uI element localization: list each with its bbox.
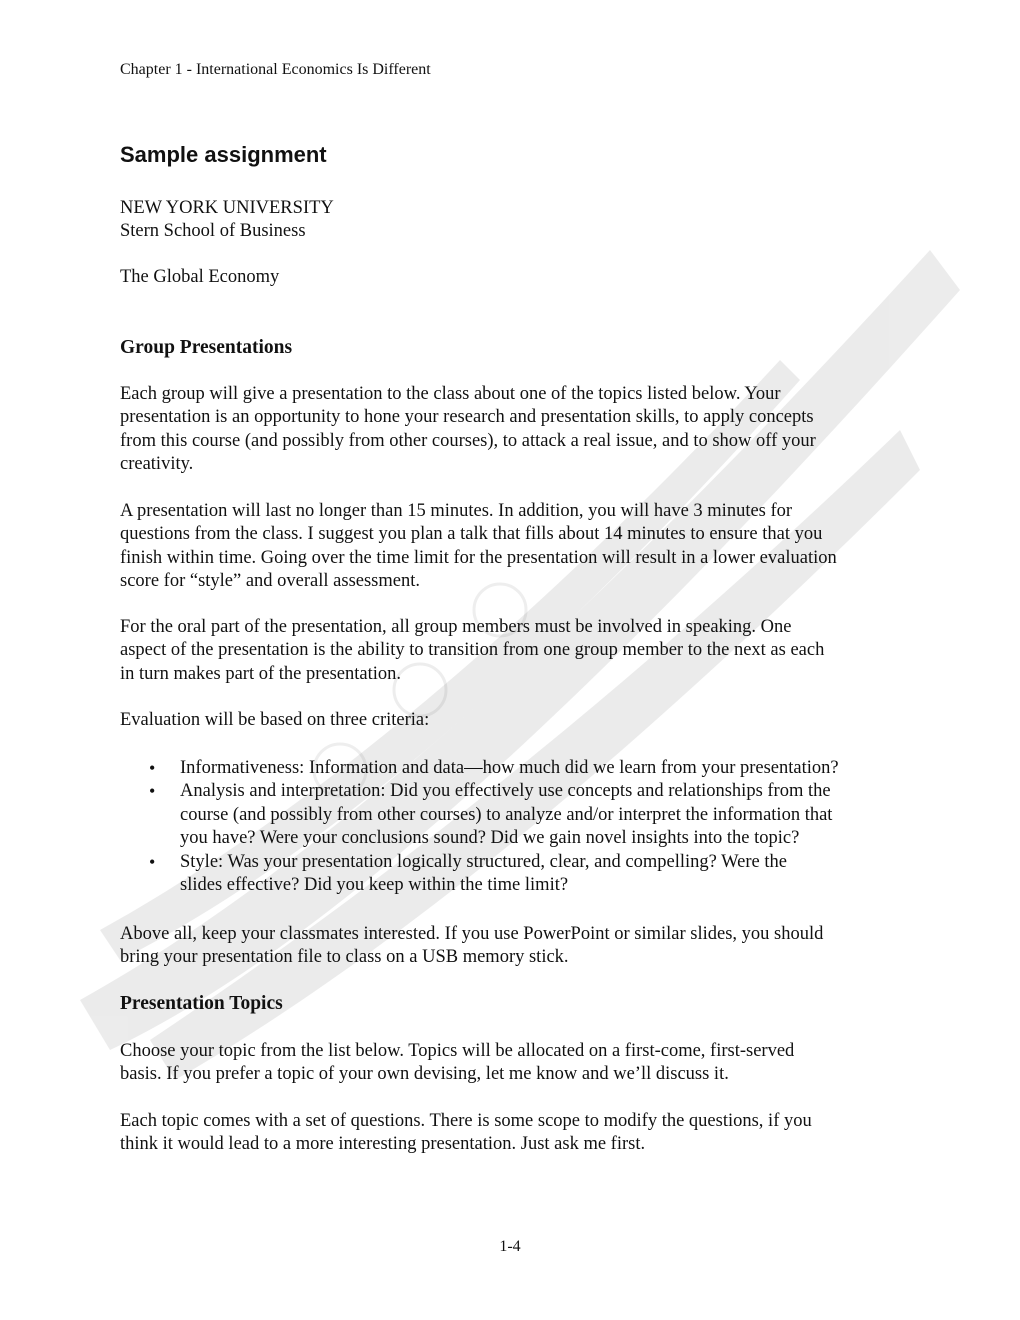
paragraph-evaluation: Evaluation will be based on three criteria: [120,710,430,730]
paragraph-line: questions from the class. I suggest you plan a talk that fills about 14 minutes to ensure that you [120,524,823,545]
paragraph-line: from this course (and possibly from other courses), to attack a real issue, and to show off your [120,430,816,451]
paragraph-line: A presentation will last no longer than 15 minutes. In addition, you will have 3 minutes for [120,501,793,521]
university-name: NEW YORK UNIVERSITY [120,198,334,218]
paragraph-choose-topic [120,1040,910,1087]
paragraph-line: Above all, keep your classmates interested. If you use PowerPoint or similar slides, you should [120,924,824,944]
paragraph-intro [120,383,910,477]
presentation-topics-heading: Presentation Topics [120,993,283,1014]
paragraph-topic-questions [120,1110,910,1157]
bullet-icon: • [149,851,156,872]
institution-block [120,197,910,244]
paragraph-line: Choose your topic from the list below. Topics will be allocated on a first-come, first-served [120,1041,795,1061]
criterion-line: you have? Were your conclusions sound? Did we gain novel insights into the topic? [180,828,800,849]
page-number: 1-4 [499,1238,521,1255]
course-name: The Global Economy [120,267,280,287]
paragraph-oral-part [120,616,910,686]
section-title: Sample assignment [120,142,327,167]
group-presentations-heading: Group Presentations [120,337,293,358]
criterion-line: Informativeness: Information and data—how much did we learn from your presentation? [180,758,839,778]
paragraph-keep-interested [120,923,910,970]
school-name: Stern School of Business [120,221,306,242]
paragraph-line: bring your presentation file to class on a USB memory stick. [120,947,569,968]
paragraph-line: Each group will give a presentation to the class about one of the topics listed below. Your [120,384,781,404]
paragraph-line: finish within time. Going over the time limit for the presentation will result in a lower evaluation [120,547,837,568]
paragraph-line: in turn makes part of the presentation. [120,663,402,684]
paragraph-line: score for “style” and overall assessment. [120,571,421,592]
running-head: Chapter 1 - International Economics Is Different [120,61,431,78]
paragraph-line: Each topic comes with a set of questions. There is some scope to modify the questions, if you [120,1111,812,1131]
criterion-line: course (and possibly from other courses) to analyze and/or interpret the information that [180,804,833,825]
paragraph-duration [120,500,910,594]
paragraph-line: For the oral part of the presentation, all group members must be involved in speaking. One [120,617,792,637]
bullet-icon: • [149,781,156,802]
list-item [120,757,920,780]
list-item [120,780,920,850]
paragraph-line: basis. If you prefer a topic of your own devising, let me know and we’ll discuss it. [120,1064,729,1085]
criterion-line: Style: Was your presentation logically structured, clear, and compelling? Were the [180,851,787,872]
bullet-icon: • [149,758,156,778]
criteria-list [120,757,920,897]
paragraph-line: presentation is an opportunity to hone your research and presentation skills, to apply concepts [120,407,814,428]
criterion-line: slides effective? Did you keep within the time limit? [180,875,569,896]
paragraph-line: creativity. [120,454,194,475]
paragraph-line: aspect of the presentation is the ability to transition from one group member to the next as each [120,640,825,661]
list-item [120,851,920,898]
paragraph-line: think it would lead to a more interesting presentation. Just ask me first. [120,1134,646,1155]
criterion-line: Analysis and interpretation: Did you effectively use concepts and relationships from the [180,781,831,802]
